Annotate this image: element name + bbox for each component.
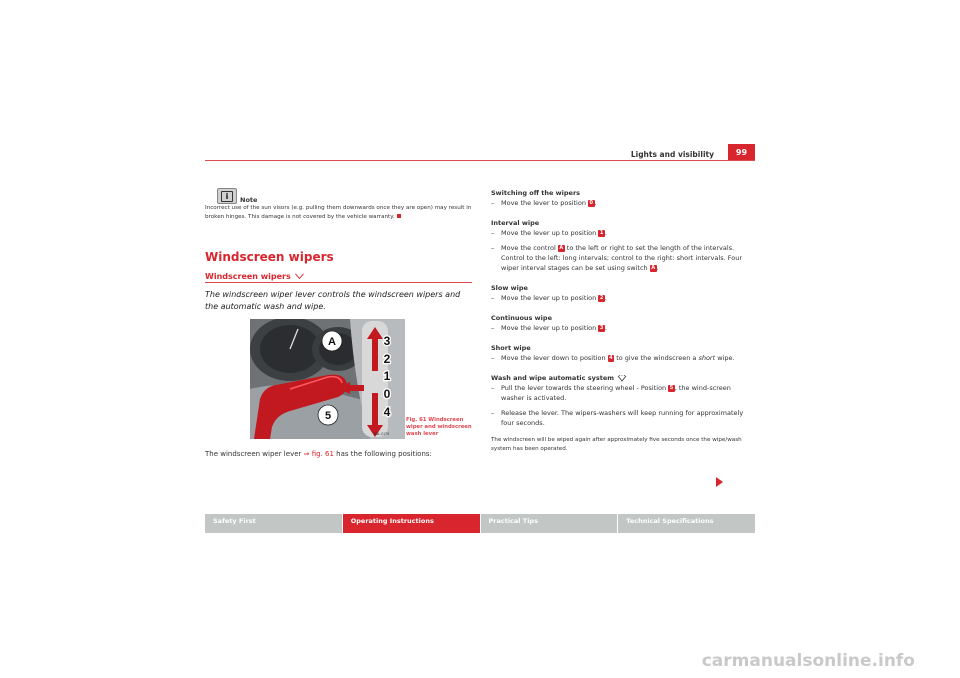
- heading-wash-wipe: Wash and wipe automatic system: [491, 373, 755, 383]
- wiper-lever-photo: [250, 319, 405, 439]
- subsection-rule: [205, 282, 472, 283]
- note-header: [217, 188, 472, 204]
- figure-label-0: 0: [383, 386, 391, 401]
- tab-operating-instructions[interactable]: Operating Instructions: [342, 514, 480, 533]
- wiper-symbol-icon: [295, 273, 304, 279]
- left-column: [205, 188, 472, 460]
- position-badge: 2: [599, 295, 604, 301]
- header-rule: [205, 160, 755, 161]
- tab-safety-first[interactable]: Safety First: [205, 514, 342, 533]
- end-mark-icon: [397, 214, 401, 218]
- footer-tabs: [205, 514, 755, 533]
- figure-caption: Fig. 61 Windscreen wiper and windscreen wash lever: [406, 416, 472, 437]
- watermark: carmanualsonline.info: [701, 651, 915, 671]
- figure-label-3: 3: [383, 333, 391, 348]
- list-item: – Move the control A to the left or right to set the length of the intervals. Control to the left: long intervals; control to the right: short intervals. Four wiper interval stages can be set using switch A .: [491, 244, 742, 272]
- page-number: 99: [728, 144, 755, 161]
- heading-slow-wipe: Slow wipe: [491, 284, 528, 292]
- washer-symbol-icon: [617, 375, 627, 382]
- position-badge: 0: [589, 200, 594, 206]
- right-column: [491, 188, 755, 454]
- tab-practical-tips[interactable]: Practical Tips: [480, 514, 618, 533]
- heading-short-wipe: Short wipe: [491, 344, 531, 352]
- figure-label-1: 1: [383, 368, 391, 383]
- control-badge: A: [559, 245, 564, 251]
- control-badge: A: [651, 265, 656, 271]
- list-item: – Move the lever up to position 1 .: [491, 229, 607, 237]
- figure-label-4: 4: [383, 404, 391, 419]
- list-item: – Move the lever to position 0 .: [491, 199, 597, 207]
- note-label: Note: [240, 196, 258, 204]
- figure-label-2: 2: [383, 351, 391, 366]
- subsection-title: Windscreen wipers: [205, 272, 472, 281]
- intro-text: The windscreen wiper lever controls the windscreen wipers and the automatic wash and wipe.: [205, 289, 461, 311]
- next-page-arrow-icon[interactable]: [716, 477, 723, 487]
- heading-switching-off: Switching off the wipers: [491, 189, 581, 197]
- position-badge: 1: [599, 230, 604, 236]
- heading-interval-wipe: Interval wipe: [491, 219, 540, 227]
- footnote: The windscreen will be wiped again after approximately five seconds once the wipe/wash system has been operated.: [491, 437, 742, 452]
- position-badge: 3: [599, 325, 604, 331]
- tab-technical-specifications[interactable]: Technical Specifications: [617, 514, 755, 533]
- figure-reference-text: The windscreen wiper lever ⇒ fig. 61 has the following positions:: [205, 449, 432, 458]
- figure-code: B6L-0179: [374, 431, 390, 436]
- list-item: – Move the lever up to position 2 .: [491, 294, 607, 302]
- figure-label-5: 5: [324, 409, 332, 422]
- page-header-title: Lights and visibility: [630, 150, 714, 159]
- heading-continuous-wipe: Continuous wipe: [491, 314, 552, 322]
- position-badge: 5: [669, 385, 674, 391]
- section-title: Windscreen wipers: [205, 249, 334, 264]
- figure-link[interactable]: ⇒ fig. 61: [303, 449, 334, 458]
- figure: [205, 319, 472, 439]
- wiper-lever-illustration: [250, 319, 405, 439]
- figure-label-a: A: [328, 335, 336, 348]
- note-text: Incorrect use of the sun visors (e.g. pulling them downwards once they are open) may result in broken hinges. This damage is not covered by the vehicle warranty.: [205, 205, 472, 220]
- position-badge: 4: [609, 355, 613, 361]
- note-icon: i: [217, 188, 237, 204]
- list-item: – Release the lever. The wipers-washers will keep running for approximately four seconds.: [491, 409, 744, 427]
- list-item: – Pull the lever towards the steering wheel - Position 5 , the wind-screen washer is activated.: [491, 384, 731, 402]
- list-item: – Move the lever down to position 4 to give the windscreen a short wipe.: [491, 354, 735, 362]
- list-item: – Move the lever up to position 3 .: [491, 324, 607, 332]
